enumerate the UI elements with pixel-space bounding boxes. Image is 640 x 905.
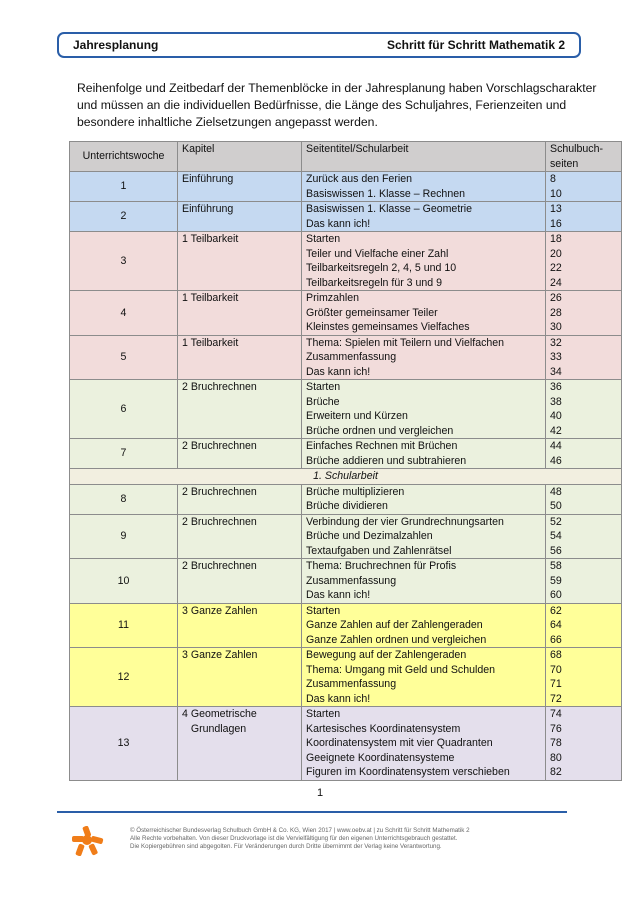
week-number: 4 <box>70 291 178 336</box>
page-number-cell: 70 <box>550 663 562 676</box>
page-number-cell: 82 <box>550 766 562 778</box>
week-number: 12 <box>70 648 178 707</box>
footer-line-1: © Österreichischer Bundesverlag Schulbuch GmbH & Co. KG, Wien 2017 | www.oebv.at | zu Schritt für Schritt Mathematik 2 <box>130 827 470 834</box>
annual-plan-table <box>69 141 622 781</box>
page-titles <box>302 291 546 336</box>
book-pages <box>546 484 622 514</box>
exam-separator-row <box>70 469 622 485</box>
page-title: Zusammenfassung <box>306 574 397 587</box>
page-number-cell: 78 <box>550 737 562 749</box>
page-title: Starten <box>306 381 341 393</box>
page-number-cell: 59 <box>550 574 562 587</box>
book-pages <box>546 514 622 559</box>
page-title: Brüche ordnen und vergleichen <box>306 424 454 437</box>
page-title: Ganze Zahlen auf der Zahlengeraden <box>306 619 483 631</box>
chapter-name: Einführung <box>178 172 302 202</box>
page-number-cell: 20 <box>550 247 562 260</box>
page-number-cell: 16 <box>550 217 562 230</box>
page-titles <box>302 514 546 559</box>
page-number-cell: 24 <box>550 276 562 289</box>
week-number: 2 <box>70 202 178 232</box>
page-number-cell: 62 <box>550 604 562 617</box>
page-title: Einfaches Rechnen mit Brüchen <box>306 440 458 452</box>
chapter-name: 1 Teilbarkeit <box>178 335 302 380</box>
page-titles <box>302 380 546 439</box>
page-number-cell: 50 <box>550 500 562 512</box>
page-number-cell: 58 <box>550 560 562 572</box>
page-title: Teilbarkeitsregeln für 3 und 9 <box>306 276 443 289</box>
page-title: Thema: Umgang mit Geld und Schulden <box>306 663 496 676</box>
page-title: Textaufgaben und Zahlenrätsel <box>306 544 452 557</box>
footer-divider <box>57 811 567 813</box>
page-title: Brüche dividieren <box>306 500 388 512</box>
chapter-name: 2 Bruchrechnen <box>178 380 302 439</box>
table-row <box>70 603 622 648</box>
book-pages <box>546 559 622 604</box>
page-title: Starten <box>306 233 341 245</box>
publisher-logo-icon <box>72 826 104 856</box>
page-number-cell: 54 <box>550 530 562 542</box>
book-pages <box>546 202 622 232</box>
week-number: 1 <box>70 172 178 202</box>
table-header-row <box>70 142 622 172</box>
table-row <box>70 232 622 291</box>
page-title: Ganze Zahlen ordnen und vergleichen <box>306 633 487 646</box>
book-pages <box>546 439 622 469</box>
chapter-name: 3 Ganze Zahlen <box>178 603 302 648</box>
page-titles <box>302 202 546 232</box>
page-number-cell: 48 <box>550 485 562 498</box>
page-title: Das kann ich! <box>306 217 371 230</box>
page-titles <box>302 603 546 648</box>
page-number-cell: 18 <box>550 233 562 245</box>
week-number: 6 <box>70 380 178 439</box>
page-title: Größter gemeinsamer Teiler <box>306 306 438 319</box>
table-row <box>70 559 622 604</box>
page-title: Bewegung auf der Zahlengeraden <box>306 649 467 661</box>
page-number: 1 <box>316 787 324 799</box>
page-number-cell: 40 <box>550 410 562 422</box>
page-number-cell: 80 <box>550 751 562 764</box>
chapter-name: 2 Bruchrechnen <box>178 514 302 559</box>
footer-copyright <box>130 827 600 851</box>
chapter-name: 4 Geometrische Grundlagen <box>178 707 302 781</box>
page-number-cell: 52 <box>550 515 562 528</box>
week-number: 9 <box>70 514 178 559</box>
book-pages <box>546 335 622 380</box>
page-title: Figuren im Koordinatensystem verschieben <box>306 766 510 778</box>
page-header <box>57 32 581 58</box>
page-titles <box>302 648 546 707</box>
chapter-name: Einführung <box>178 202 302 232</box>
footer-line-3: Die Kopiergebühren sind abgegolten. Für Veränderungen durch Dritte übernimmt der Verlag keine Verantwortung. <box>130 843 442 850</box>
page-title: Brüche <box>306 395 340 408</box>
page-title: Das kann ich! <box>306 589 371 601</box>
week-number: 8 <box>70 484 178 514</box>
page-title: Primzahlen <box>306 292 359 304</box>
week-number: 10 <box>70 559 178 604</box>
page-number-cell: 22 <box>550 262 562 274</box>
header-chapter: Kapitel <box>178 142 302 172</box>
page-title: Thema: Spielen mit Teilern und Vielfachen <box>306 336 505 349</box>
table-row <box>70 484 622 514</box>
table-row <box>70 202 622 232</box>
page-titles <box>302 484 546 514</box>
header-week: Unterrichtswoche <box>70 142 178 172</box>
page-title: Teilbarkeitsregeln 2, 4, 5 und 10 <box>306 262 457 274</box>
chapter-name: 2 Bruchrechnen <box>178 484 302 514</box>
header-book-title: Schritt für Schritt Mathematik 2 <box>386 38 565 52</box>
page-title: Kartesisches Koordinatensystem <box>306 722 461 735</box>
page-number-cell: 56 <box>550 544 562 557</box>
header-book-pages: Schulbuch-seiten <box>546 142 622 172</box>
page-number-cell: 36 <box>550 381 562 393</box>
page-titles <box>302 335 546 380</box>
table-row <box>70 380 622 439</box>
page-number-cell: 71 <box>550 678 562 690</box>
page-title: Koordinatensystem mit vier Quadranten <box>306 737 493 749</box>
table-body <box>70 172 622 781</box>
table-row <box>70 514 622 559</box>
page-title: Zusammenfassung <box>306 351 397 363</box>
page-number-cell: 32 <box>550 336 562 349</box>
week-number: 7 <box>70 439 178 469</box>
book-pages <box>546 648 622 707</box>
week-number: 5 <box>70 335 178 380</box>
table-row <box>70 648 622 707</box>
page-number-cell: 68 <box>550 649 562 661</box>
page-number-cell: 30 <box>550 321 562 333</box>
chapter-name: 2 Bruchrechnen <box>178 559 302 604</box>
page-number-cell: 34 <box>550 365 562 378</box>
book-pages <box>546 232 622 291</box>
page-title: Thema: Bruchrechnen für Profis <box>306 560 457 572</box>
page-number-cell: 38 <box>550 395 562 408</box>
book-pages <box>546 380 622 439</box>
book-pages <box>546 603 622 648</box>
page-titles <box>302 232 546 291</box>
page-title: Brüche addieren und subtrahieren <box>306 454 467 467</box>
page-title: Teiler und Vielfache einer Zahl <box>306 247 449 260</box>
header-title: Jahresplanung <box>73 38 159 52</box>
page-number-cell: 76 <box>550 722 562 735</box>
page-title: Kleinstes gemeinsames Vielfaches <box>306 321 470 333</box>
header-page-title: Seitentitel/Schularbeit <box>302 142 546 172</box>
table-row <box>70 439 622 469</box>
page-title: Brüche und Dezimalzahlen <box>306 530 433 542</box>
page-title: Basiswissen 1. Klasse – Rechnen <box>306 187 465 200</box>
page-number-cell: 66 <box>550 633 562 646</box>
chapter-name: 1 Teilbarkeit <box>178 291 302 336</box>
page-title: Brüche multiplizieren <box>306 485 405 498</box>
book-pages <box>546 172 622 202</box>
book-pages <box>546 707 622 781</box>
page-titles <box>302 707 546 781</box>
page-number-cell: 72 <box>550 692 562 705</box>
page-title: Das kann ich! <box>306 365 371 378</box>
table-row <box>70 172 622 202</box>
page-number-cell: 10 <box>550 187 562 200</box>
page-number-cell: 74 <box>550 708 562 720</box>
chapter-name: 3 Ganze Zahlen <box>178 648 302 707</box>
page-number-cell: 42 <box>550 424 562 437</box>
table-row <box>70 335 622 380</box>
page-number-cell: 64 <box>550 619 562 631</box>
week-number: 3 <box>70 232 178 291</box>
intro-paragraph: Reihenfolge und Zeitbedarf der Themenblöcke in der Jahresplanung haben Vorschlagscharakter und müssen an die individuellen Bedürfnisse, die Länge des Schuljahres, Ferienzeiten und besondere inhaltliche Zielsetzungen angepasst werden. <box>77 81 597 129</box>
page-title: Basiswissen 1. Klasse – Geometrie <box>306 203 473 215</box>
exam-label: 1. Schularbeit <box>70 469 622 485</box>
table-row <box>70 291 622 336</box>
footer-line-2: Alle Rechte vorbehalten. Von dieser Druckvorlage ist die Vervielfältigung für den eigenen Unterrichtsgebrauch gestattet. <box>130 835 458 842</box>
week-number: 11 <box>70 603 178 648</box>
chapter-name: 2 Bruchrechnen <box>178 439 302 469</box>
page-number-cell: 28 <box>550 306 562 319</box>
table-row <box>70 707 622 781</box>
page-number-cell: 60 <box>550 589 562 601</box>
page-number-cell: 13 <box>550 203 562 215</box>
page-titles <box>302 172 546 202</box>
page-title: Zusammenfassung <box>306 678 397 690</box>
page-title: Verbindung der vier Grundrechnungsarten <box>306 515 504 528</box>
page-title: Starten <box>306 708 341 720</box>
page-titles <box>302 559 546 604</box>
page-titles <box>302 439 546 469</box>
page-number-cell: 46 <box>550 454 562 467</box>
page-title: Geeignete Koordinatensysteme <box>306 751 455 764</box>
page-number-cell: 33 <box>550 351 562 363</box>
page-number-cell: 8 <box>550 173 556 185</box>
page-number-cell: 26 <box>550 292 562 304</box>
page-title: Zurück aus den Ferien <box>306 173 412 185</box>
chapter-name: 1 Teilbarkeit <box>178 232 302 291</box>
page-title: Starten <box>306 604 341 617</box>
week-number: 13 <box>70 707 178 781</box>
page-number-cell: 44 <box>550 440 562 452</box>
page-title: Das kann ich! <box>306 692 371 705</box>
page-title: Erweitern und Kürzen <box>306 410 408 422</box>
book-pages <box>546 291 622 336</box>
